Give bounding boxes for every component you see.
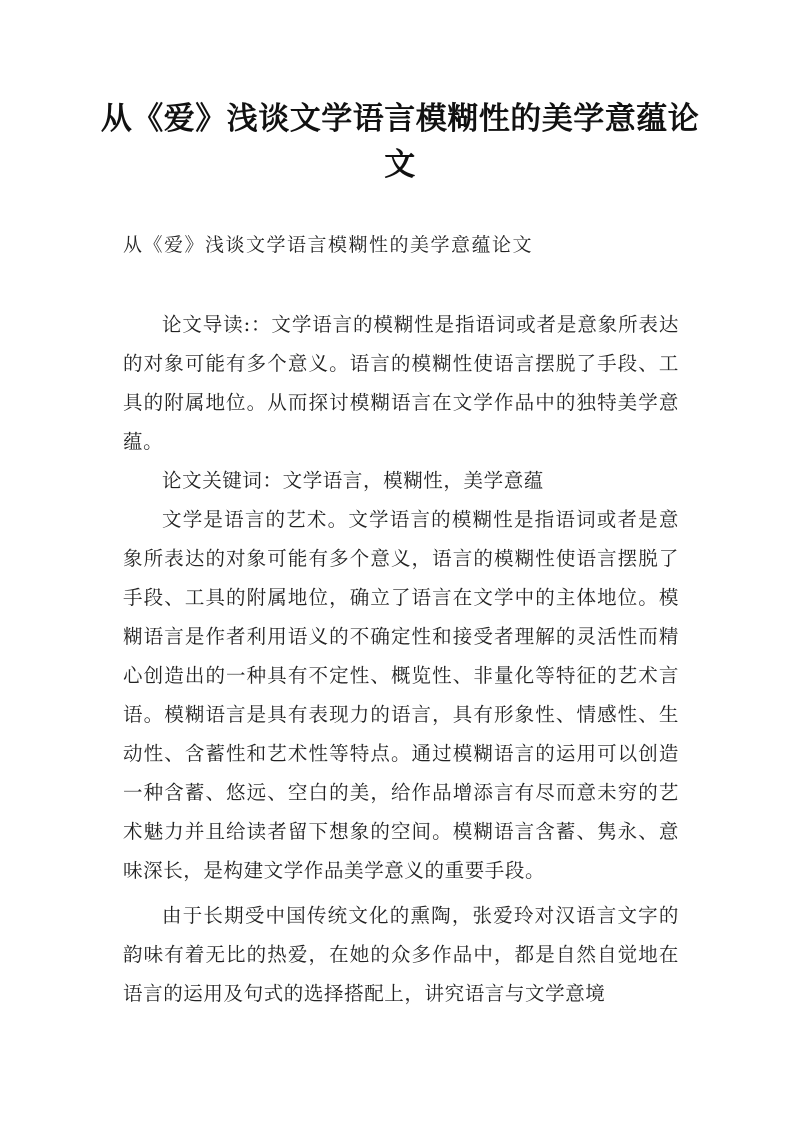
- document-title: 从《爱》浅谈文学语言模糊性的美学意蕴论文: [100, 101, 700, 183]
- keywords-paragraph: 论文关键词：文学语言，模糊性，美学意蕴: [162, 469, 544, 492]
- body-paragraph: 由于长期受中国传统文化的熏陶，张爱玲对汉语言文字的韵味有着无比的热爱，在她的众多作品中，都是自然自觉地在语言的运用及句式的选择搭配上，讲究语言与文学意境: [123, 904, 679, 1005]
- document-body: [123, 305, 679, 1013]
- abstract-paragraph: 论文导读:：文学语言的模糊性是指语词或者是意象所表达的对象可能有多个意义。语言的模糊性使语言摆脱了手段、工具的附属地位。从而探讨模糊语言在文学作品中的独特美学意蕴。: [123, 313, 679, 453]
- body-paragraph: 文学是语言的艺术。文学语言的模糊性是指语词或者是意象所表达的对象可能有多个意义，语言的模糊性使语言摆脱了手段、工具的附属地位，确立了语言在文学中的主体地位。模糊语言是作者利用语义的不确定性和接受者理解的灵活性而精心创造出的一种具有不定性、概览性、非量化等特征的艺术言语。模糊语言是具有表现力的语言，具有形象性、情感性、生动性、含蓄性和艺术性等特点。通过模糊语言的运用可以创造一种含蓄、悠远、空白的美，给作品增添言有尽而意未穷的艺术魅力并且给读者留下想象的空间。模糊语言含蓄、隽永、意味深长，是构建文学作品美学意义的重要手段。: [123, 508, 679, 882]
- document-subtitle: 从《爱》浅谈文学语言模糊性的美学意蕴论文: [123, 234, 534, 256]
